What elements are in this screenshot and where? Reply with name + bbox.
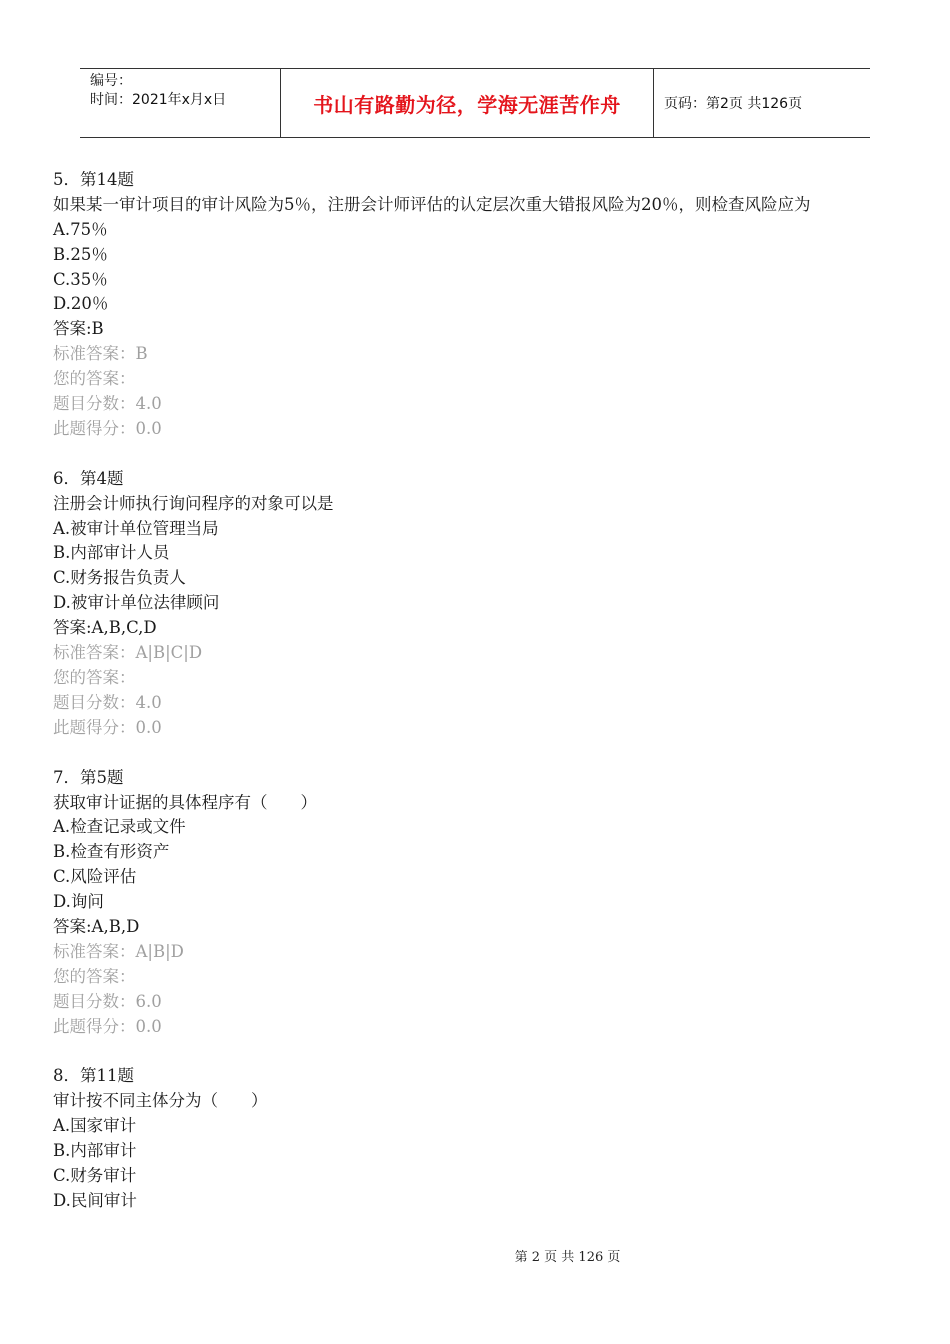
option-c: C.35％	[53, 269, 108, 289]
earned-score: 此题得分：0.0	[53, 1016, 162, 1036]
option-d: D.询问	[53, 892, 104, 912]
option-d: D.被审计单位法律顾问	[53, 593, 220, 613]
option-d: D.民间审计	[53, 1190, 137, 1210]
your-answer: 您的答案：	[53, 369, 136, 389]
earned-score: 此题得分：0.0	[53, 418, 162, 438]
option-a: A.国家审计	[53, 1116, 137, 1136]
standard-answer: 标准答案：A|B|D	[53, 941, 184, 961]
your-answer: 您的答案：	[53, 667, 136, 687]
your-answer: 您的答案：	[53, 966, 136, 986]
option-c: C.财务审计	[53, 1165, 137, 1185]
question-title: 7．第5题	[53, 767, 124, 787]
time-label: 时间：2021年x月x日	[90, 92, 227, 108]
answer: 答案:A,B,C,D	[53, 618, 157, 638]
option-a: A.检查记录或文件	[53, 817, 186, 837]
question-title: 5．第14题	[53, 170, 134, 189]
question-5	[53, 168, 883, 442]
question-stem: 如果某一审计项目的审计风险为5％，注册会计师评估的认定层次重大错报风险为20％，则检查风险应为	[53, 194, 811, 214]
number-label: 编号：	[90, 73, 132, 89]
question-title: 6．第4题	[53, 468, 124, 488]
standard-answer: 标准答案：B	[53, 344, 148, 364]
option-b: B.检查有形资产	[53, 842, 170, 862]
answer: 答案:B	[53, 319, 104, 339]
option-b: B.内部审计人员	[53, 543, 170, 563]
header-page-info: 页码：第2页 共126页	[664, 96, 803, 112]
question-7	[53, 766, 883, 1040]
question-stem: 注册会计师执行询问程序的对象可以是	[53, 493, 334, 513]
option-a: A.75％	[53, 219, 108, 239]
earned-score: 此题得分：0.0	[53, 717, 162, 737]
option-c: C.风险评估	[53, 867, 137, 887]
question-score: 题目分数：4.0	[53, 394, 162, 414]
question-score: 题目分数：4.0	[53, 692, 162, 712]
question-score: 题目分数：6.0	[53, 991, 162, 1011]
answer: 答案:A,B,D	[53, 916, 140, 936]
page-header	[80, 68, 870, 138]
question-stem: 审计按不同主体分为（ ）	[53, 1091, 268, 1111]
option-a: A.被审计单位管理当局	[53, 518, 219, 538]
question-title: 8．第11题	[53, 1066, 134, 1086]
question-stem: 获取审计证据的具体程序有（ ）	[53, 792, 317, 812]
header-motto: 书山有路勤为径，学海无涯苦作舟	[281, 69, 654, 137]
option-b: B.25％	[53, 244, 108, 264]
question-8	[53, 1064, 883, 1213]
option-d: D.20％	[53, 294, 109, 314]
standard-answer: 标准答案：A|B|C|D	[53, 643, 203, 663]
question-list	[53, 168, 883, 1239]
header-meta	[80, 69, 281, 137]
option-b: B.内部审计	[53, 1141, 137, 1161]
page-footer: 第 2 页 共 126 页	[514, 1250, 621, 1265]
question-6	[53, 467, 883, 741]
option-c: C.财务报告负责人	[53, 568, 186, 588]
